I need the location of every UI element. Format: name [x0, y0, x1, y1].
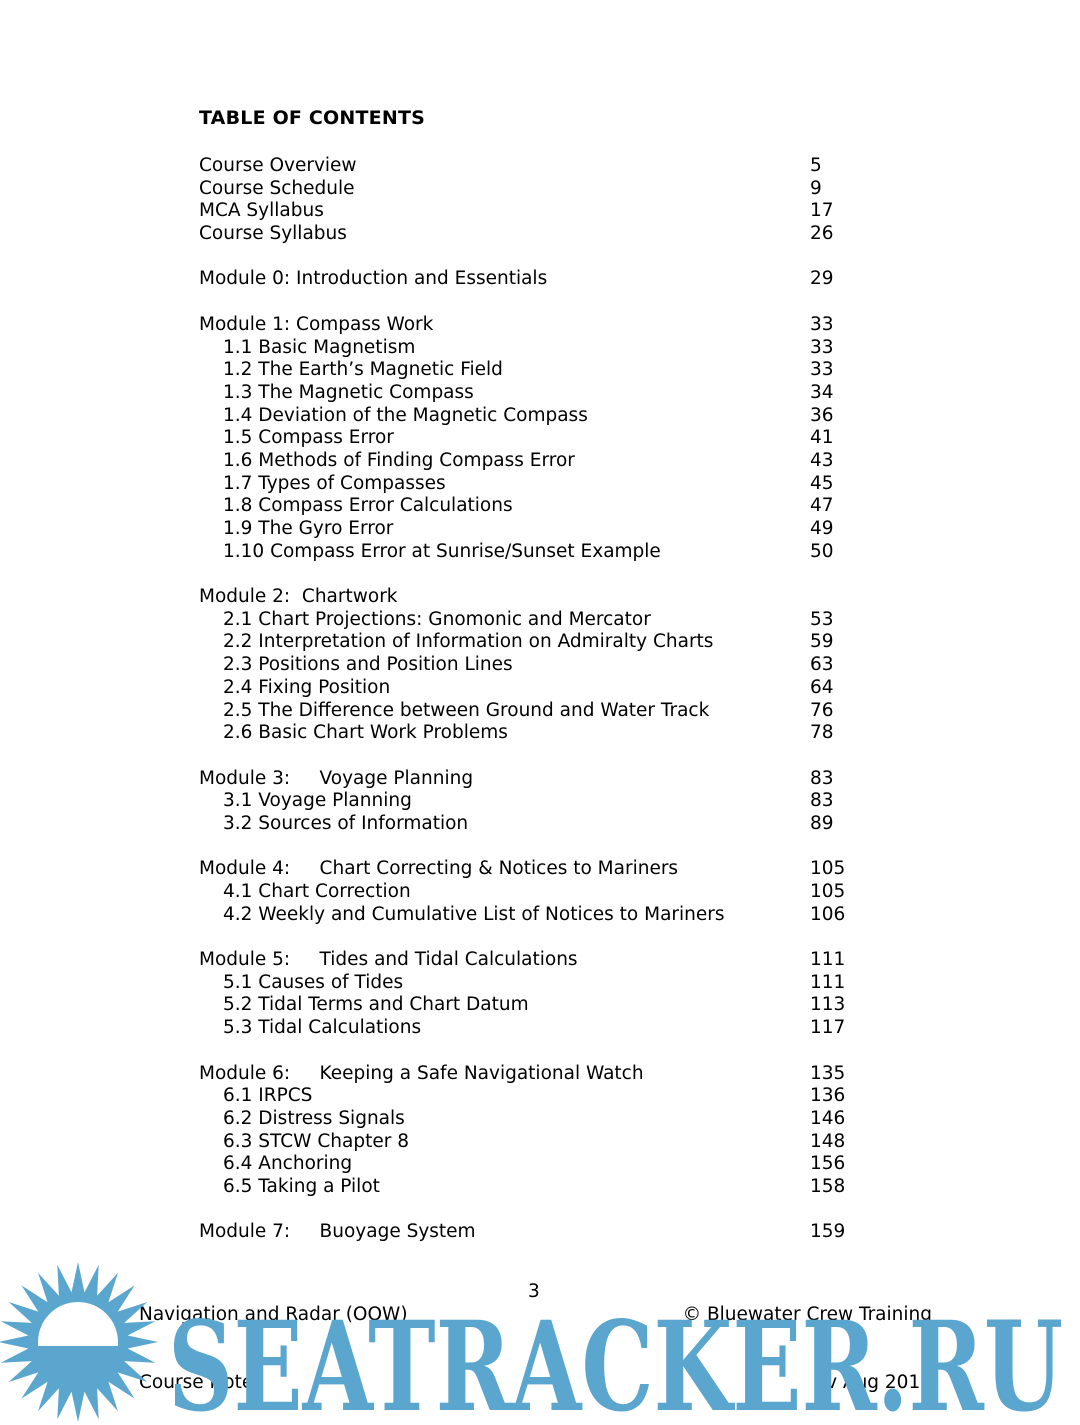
toc-subsection-entry[interactable] — [199, 654, 859, 677]
toc-entry-label: Module 5: Tides and Tidal Calculations — [199, 949, 578, 971]
toc-subsection-entry[interactable] — [199, 518, 859, 541]
toc-entry-label: Module 0: Introduction and Essentials — [199, 268, 548, 290]
group-spacer — [199, 745, 859, 768]
toc-entry-page: 33 — [810, 313, 834, 335]
toc-section-entry[interactable] — [199, 768, 859, 791]
toc-entry-label: 6.5 Taking a Pilot — [223, 1175, 380, 1197]
toc-entry-label: 6.3 STCW Chapter 8 — [223, 1130, 409, 1152]
toc-entry-label: 6.4 Anchoring — [223, 1153, 353, 1175]
toc-entry-page: 106 — [810, 903, 846, 925]
toc-entry-page: 47 — [810, 495, 834, 517]
toc-section-entry[interactable] — [199, 586, 859, 609]
toc-entry-page: 111 — [810, 949, 846, 971]
toc-entry-label: MCA Syllabus — [199, 200, 324, 222]
toc-entry-page: 105 — [810, 858, 846, 880]
toc-entry-page: 53 — [810, 608, 834, 630]
toc-entry-label: 1.4 Deviation of the Magnetic Compass — [223, 404, 588, 426]
toc-entry-page: 17 — [810, 200, 834, 222]
toc-entry-page: 26 — [810, 223, 834, 245]
toc-heading: TABLE OF CONTENTS — [199, 107, 426, 129]
toc-subsection-entry[interactable] — [199, 700, 859, 723]
toc-entry-page: 78 — [810, 722, 834, 744]
toc-entry-page: 33 — [810, 336, 834, 358]
toc-subsection-entry[interactable] — [199, 904, 859, 927]
toc-entry-label: Module 2: Chartwork — [199, 586, 398, 608]
toc-entry-page: 158 — [810, 1175, 846, 1197]
toc-section-entry[interactable] — [199, 314, 859, 337]
group-spacer — [199, 1040, 859, 1063]
toc-subsection-entry[interactable] — [199, 994, 859, 1017]
toc-subsection-entry[interactable] — [199, 1131, 859, 1154]
toc-entry-page: 83 — [810, 767, 834, 789]
toc-entry-label: 4.1 Chart Correction — [223, 881, 411, 902]
toc-entry-label: 2.6 Basic Chart Work Problems — [223, 722, 508, 744]
toc-entry-page: 49 — [810, 518, 834, 539]
toc-entry-label: Course Overview — [199, 155, 357, 176]
toc-subsection-entry[interactable] — [199, 1017, 859, 1040]
toc-entry-page: 111 — [810, 971, 846, 993]
toc-subsection-entry[interactable] — [199, 337, 859, 360]
toc-entry-label: Course Schedule — [199, 177, 355, 199]
toc-subsection-entry[interactable] — [199, 972, 859, 995]
group-spacer — [199, 836, 859, 859]
toc-entry-page: 105 — [810, 881, 846, 902]
toc-entry-page: 136 — [810, 1085, 846, 1107]
toc-entry-label: 1.10 Compass Error at Sunrise/Sunset Example — [223, 540, 661, 562]
toc-entry-page: 45 — [810, 472, 834, 494]
toc-subsection-entry[interactable] — [199, 495, 859, 518]
toc-entry-label: Module 3: Voyage Planning — [199, 767, 474, 789]
toc-subsection-entry[interactable] — [199, 1176, 859, 1199]
toc-entry-page: 148 — [810, 1130, 846, 1152]
toc-entry-label: Module 6: Keeping a Safe Navigational Watch — [199, 1062, 644, 1084]
toc-subsection-entry[interactable] — [199, 382, 859, 405]
toc-entry-label: 3.1 Voyage Planning — [223, 790, 412, 812]
group-spacer — [199, 291, 859, 314]
toc-subsection-entry[interactable] — [199, 790, 859, 813]
toc-subsection-entry[interactable] — [199, 1108, 859, 1131]
toc-entry-label: 1.8 Compass Error Calculations — [223, 495, 513, 517]
toc-entry-label: 5.1 Causes of Tides — [223, 971, 404, 993]
toc-entry-label: Course Syllabus — [199, 223, 347, 245]
toc-entry-page: 34 — [810, 381, 834, 403]
toc-entry-label: Module 1: Compass Work — [199, 313, 434, 335]
footer-page-number: 3 — [528, 1281, 540, 1302]
footer-course-title: Navigation and Radar (OOW) — [139, 1304, 408, 1325]
footer-course-notes: Course Notes — [139, 1371, 263, 1393]
toc-entry-page: 156 — [810, 1153, 846, 1175]
toc-section-entry[interactable] — [199, 200, 859, 223]
group-spacer — [199, 246, 859, 269]
toc-subsection-entry[interactable] — [199, 541, 859, 564]
toc-entry-label: 1.2 The Earth’s Magnetic Field — [223, 359, 503, 381]
toc-subsection-entry[interactable] — [199, 1153, 859, 1176]
toc-entry-page: 59 — [810, 631, 834, 653]
toc-entry-label: Module 4: Chart Correcting & Notices to Mariners — [199, 858, 679, 880]
toc-entry-label: 4.2 Weekly and Cumulative List of Notices to Mariners — [223, 903, 725, 925]
toc-subsection-entry[interactable] — [199, 609, 859, 632]
toc-entry-label: 5.3 Tidal Calculations — [223, 1017, 422, 1039]
toc-entry-page: 89 — [810, 812, 834, 834]
toc-entry-label: 1.5 Compass Error — [223, 427, 394, 449]
toc-entry-page: 113 — [810, 994, 846, 1016]
toc-subsection-entry[interactable] — [199, 722, 859, 745]
toc-section-entry[interactable] — [199, 178, 859, 201]
footer-copyright: © Bluewater Crew Training — [682, 1304, 932, 1325]
toc-entry-label: 2.4 Fixing Position — [223, 676, 391, 698]
toc-section-entry[interactable] — [199, 268, 859, 291]
toc-subsection-entry[interactable] — [199, 813, 859, 836]
footer-version: v Aug 2019 — [826, 1371, 932, 1393]
toc-entry-label: 3.2 Sources of Information — [223, 812, 469, 834]
watermark-text: SEATRACKER.RU — [168, 1295, 1063, 1425]
toc-entry-page: 5 — [810, 155, 822, 176]
toc-entry-page: 41 — [810, 427, 834, 449]
toc-section-entry[interactable] — [199, 223, 859, 246]
toc-entry-page: 63 — [810, 654, 834, 676]
toc-entry-label: 2.5 The Difference between Ground and Water Track — [223, 699, 710, 721]
toc-entry-label: 1.3 The Magnetic Compass — [223, 381, 474, 403]
toc-entry-page: 33 — [810, 359, 834, 381]
watermark — [0, 1262, 1080, 1425]
toc-entry-label: 2.3 Positions and Position Lines — [223, 654, 513, 676]
toc-subsection-entry[interactable] — [199, 473, 859, 496]
sun-icon — [0, 1262, 158, 1422]
toc-entry-page: 50 — [810, 540, 834, 562]
toc-entry-label: 2.1 Chart Projections: Gnomonic and Mercator — [223, 608, 651, 630]
toc-entry-label: Module 7: Buoyage System — [199, 1221, 476, 1243]
toc-entry-page: 9 — [810, 177, 822, 199]
toc-entry-label: 1.1 Basic Magnetism — [223, 336, 416, 358]
toc-entry-page: 135 — [810, 1062, 846, 1084]
toc-entry-page: 76 — [810, 699, 834, 721]
group-spacer — [199, 926, 859, 949]
toc-list — [199, 155, 859, 1244]
toc-entry-page: 29 — [810, 268, 834, 290]
toc-entry-label: 6.1 IRPCS — [223, 1085, 313, 1107]
toc-entry-page: 159 — [810, 1221, 846, 1243]
toc-entry-page: 117 — [810, 1017, 846, 1039]
toc-entry-label: 2.2 Interpretation of Information on Admiralty Charts — [223, 631, 714, 653]
toc-subsection-entry[interactable] — [199, 427, 859, 450]
toc-entry-label: 5.2 Tidal Terms and Chart Datum — [223, 994, 529, 1016]
toc-entry-label: 1.7 Types of Compasses — [223, 472, 446, 494]
toc-section-entry[interactable] — [199, 858, 859, 881]
group-spacer — [199, 563, 859, 586]
toc-section-entry[interactable] — [199, 155, 859, 178]
group-spacer — [199, 1199, 859, 1222]
toc-subsection-entry[interactable] — [199, 881, 859, 904]
toc-subsection-entry[interactable] — [199, 359, 859, 382]
toc-entry-page: 36 — [810, 404, 834, 426]
toc-section-entry[interactable] — [199, 1221, 859, 1244]
toc-subsection-entry[interactable] — [199, 1085, 859, 1108]
toc-entry-label: 6.2 Distress Signals — [223, 1107, 405, 1129]
toc-section-entry[interactable] — [199, 949, 859, 972]
toc-entry-page: 146 — [810, 1107, 846, 1129]
toc-entry-page: 43 — [810, 449, 834, 471]
toc-subsection-entry[interactable] — [199, 405, 859, 428]
toc-subsection-entry[interactable] — [199, 631, 859, 654]
toc-subsection-entry[interactable] — [199, 450, 859, 473]
toc-entry-page: 83 — [810, 790, 834, 812]
toc-subsection-entry[interactable] — [199, 677, 859, 700]
toc-entry-label: 1.6 Methods of Finding Compass Error — [223, 449, 575, 471]
toc-entry-page: 64 — [810, 676, 834, 698]
toc-entry-label: 1.9 The Gyro Error — [223, 518, 394, 539]
toc-section-entry[interactable] — [199, 1063, 859, 1086]
